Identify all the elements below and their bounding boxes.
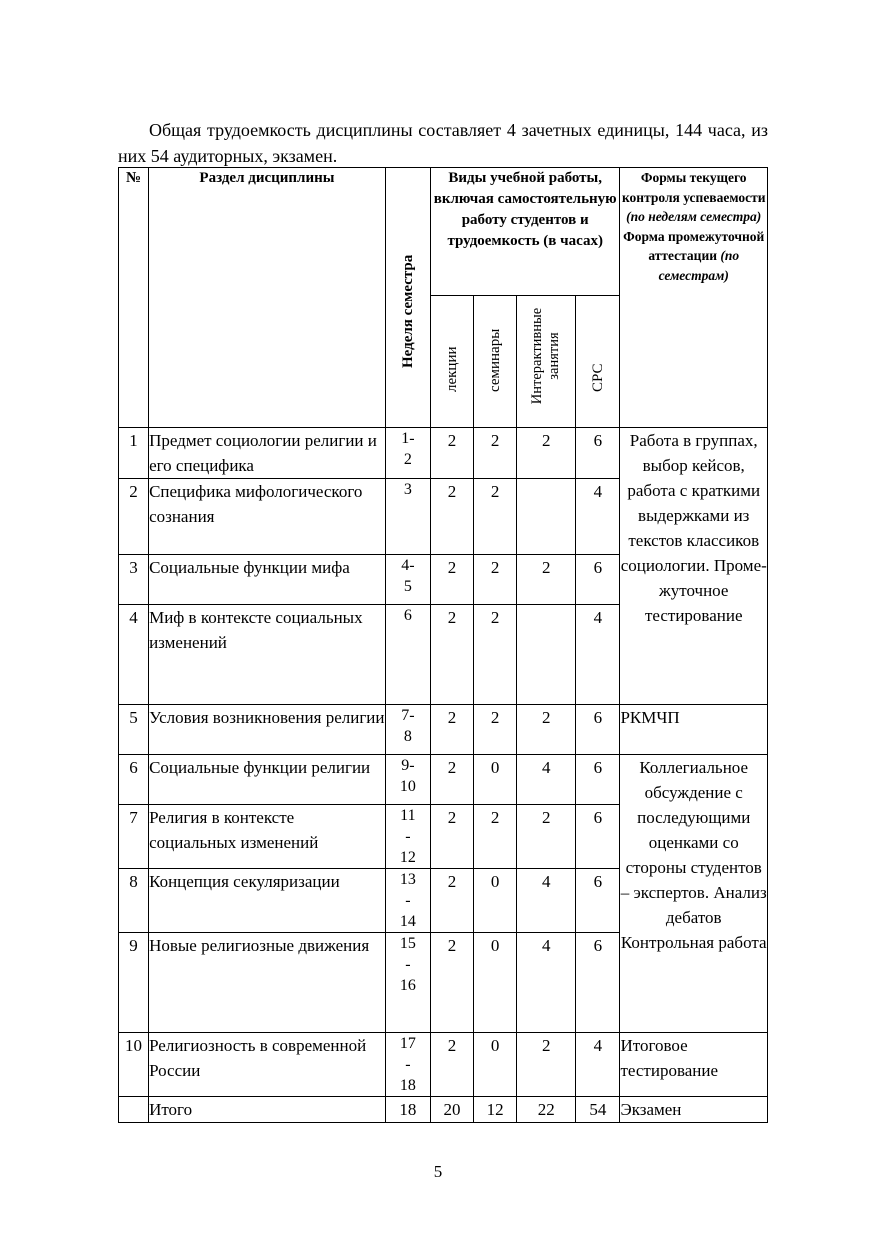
row-section: Религиозность в современной России [149, 1033, 386, 1097]
row-num: 7 [119, 805, 149, 869]
row-week: 1- 2 [385, 428, 430, 479]
row-week: 11 - 12 [385, 805, 430, 869]
row-seminars: 0 [474, 1033, 517, 1097]
total-form: Экзамен [620, 1097, 768, 1123]
row-num: 6 [119, 755, 149, 805]
row-section: Социальные функции мифа [149, 555, 386, 605]
row-srs: 4 [576, 479, 620, 555]
row-interactive: 4 [517, 755, 576, 805]
row-week: 4- 5 [385, 555, 430, 605]
row-srs: 6 [576, 869, 620, 933]
row-interactive: 2 [517, 805, 576, 869]
row-srs: 6 [576, 428, 620, 479]
row-week: 9- 10 [385, 755, 430, 805]
total-label: Итого [149, 1097, 386, 1123]
subheader-seminars [474, 296, 517, 428]
header-work-types: Виды учебной работы, включая самостоятельную работу студентов и трудоемкость (в часах) [430, 168, 620, 296]
page-number: 5 [433, 1162, 443, 1181]
row-interactive [517, 479, 576, 555]
row-num: 3 [119, 555, 149, 605]
total-interactive: 22 [517, 1097, 576, 1123]
row-lectures: 2 [430, 1033, 473, 1097]
row-section: Условия возникновения религии [149, 705, 386, 755]
intro-paragraph [118, 117, 768, 169]
row-section: Предмет социологии религии и его специфика [149, 428, 386, 479]
total-seminars: 12 [474, 1097, 517, 1123]
row-lectures: 2 [430, 869, 473, 933]
row-lectures: 2 [430, 755, 473, 805]
row-week: 17 - 18 [385, 1033, 430, 1097]
row-seminars: 2 [474, 705, 517, 755]
row-control-form: Итоговое тестирование [620, 1033, 768, 1097]
total-num [119, 1097, 149, 1123]
row-seminars: 0 [474, 933, 517, 1033]
row-seminars: 0 [474, 755, 517, 805]
row-control-form: РКМЧП [620, 705, 768, 755]
row-interactive: 4 [517, 933, 576, 1033]
table-body [119, 428, 768, 1097]
row-interactive: 2 [517, 1033, 576, 1097]
subheader-lectures-label: лекции [443, 346, 460, 392]
header-forms-bold: Формы текущего контроля успеваемости [621, 170, 766, 205]
row-num: 5 [119, 705, 149, 755]
row-num: 1 [119, 428, 149, 479]
row-week: 7- 8 [385, 705, 430, 755]
row-lectures: 2 [430, 555, 473, 605]
subheader-seminars-label: семинары [487, 328, 504, 392]
header-num: № [119, 168, 149, 428]
row-lectures: 2 [430, 428, 473, 479]
row-section: Социальные функции религии [149, 755, 386, 805]
row-num: 4 [119, 605, 149, 705]
header-week-label: Неделя семестра [399, 254, 416, 368]
row-srs: 6 [576, 805, 620, 869]
total-week: 18 [385, 1097, 430, 1123]
row-interactive: 2 [517, 705, 576, 755]
table-row [119, 705, 768, 755]
table-row [119, 755, 768, 805]
row-lectures: 2 [430, 805, 473, 869]
row-week: 13 - 14 [385, 869, 430, 933]
header-section: Раздел дисциплины [149, 168, 386, 428]
row-section: Концепция секуляризации [149, 869, 386, 933]
header-forms [620, 168, 768, 428]
row-interactive: 2 [517, 555, 576, 605]
header-week [385, 168, 430, 428]
row-lectures: 2 [430, 479, 473, 555]
row-seminars: 2 [474, 428, 517, 479]
row-section: Религия в контексте социальных изменений [149, 805, 386, 869]
row-seminars: 2 [474, 555, 517, 605]
total-lectures: 20 [430, 1097, 473, 1123]
row-lectures: 2 [430, 705, 473, 755]
subheader-srs [576, 296, 620, 428]
total-srs: 54 [576, 1097, 620, 1123]
row-srs: 6 [576, 933, 620, 1033]
row-seminars: 0 [474, 869, 517, 933]
row-week: 6 [385, 605, 430, 705]
row-srs: 4 [576, 605, 620, 705]
row-seminars: 2 [474, 605, 517, 705]
row-srs: 6 [576, 555, 620, 605]
row-section: Миф в контексте социальных изменений [149, 605, 386, 705]
row-srs: 4 [576, 1033, 620, 1097]
table-row [119, 428, 768, 479]
row-control-form: Работа в группах, выбор кейсов, работа с краткими выдержками из текстов классиков социологии. Проме-жуточное тестирование [620, 428, 768, 705]
row-lectures: 2 [430, 933, 473, 1033]
subheader-srs-label: СРС [589, 363, 606, 392]
row-section: Специфика мифологического сознания [149, 479, 386, 555]
row-num: 8 [119, 869, 149, 933]
header-forms-italic: (по неделям семестра) [626, 209, 762, 224]
row-num: 2 [119, 479, 149, 555]
header-attest-italic: (по семестрам) [658, 248, 740, 283]
row-srs: 6 [576, 705, 620, 755]
row-week: 3 [385, 479, 430, 555]
intro-text: Общая трудоемкость дисциплины составляет 4 зачетных единицы, 144 часа, из них 54 аудиторных, экзамен. [118, 120, 768, 166]
row-num: 10 [119, 1033, 149, 1097]
row-section: Новые религиозные движения [149, 933, 386, 1033]
row-week: 15 - 16 [385, 933, 430, 1033]
total-row [119, 1097, 768, 1123]
row-interactive: 2 [517, 428, 576, 479]
curriculum-table [118, 167, 768, 1123]
row-interactive [517, 605, 576, 705]
table-row [119, 1033, 768, 1097]
row-seminars: 2 [474, 805, 517, 869]
header-attest-bold: Форма промежуточной аттестации [623, 228, 765, 263]
subheader-interactive-label: Интерактивные занятия [529, 307, 563, 405]
row-control-form: Коллегиальное обсуждение с последующими оценками со стороны студентов – экспертов. Анализ дебатов Контрольная работа [620, 755, 768, 1033]
row-seminars: 2 [474, 479, 517, 555]
row-srs: 6 [576, 755, 620, 805]
row-num: 9 [119, 933, 149, 1033]
row-lectures: 2 [430, 605, 473, 705]
subheader-lectures [430, 296, 473, 428]
row-interactive: 4 [517, 869, 576, 933]
subheader-interactive [517, 296, 576, 428]
